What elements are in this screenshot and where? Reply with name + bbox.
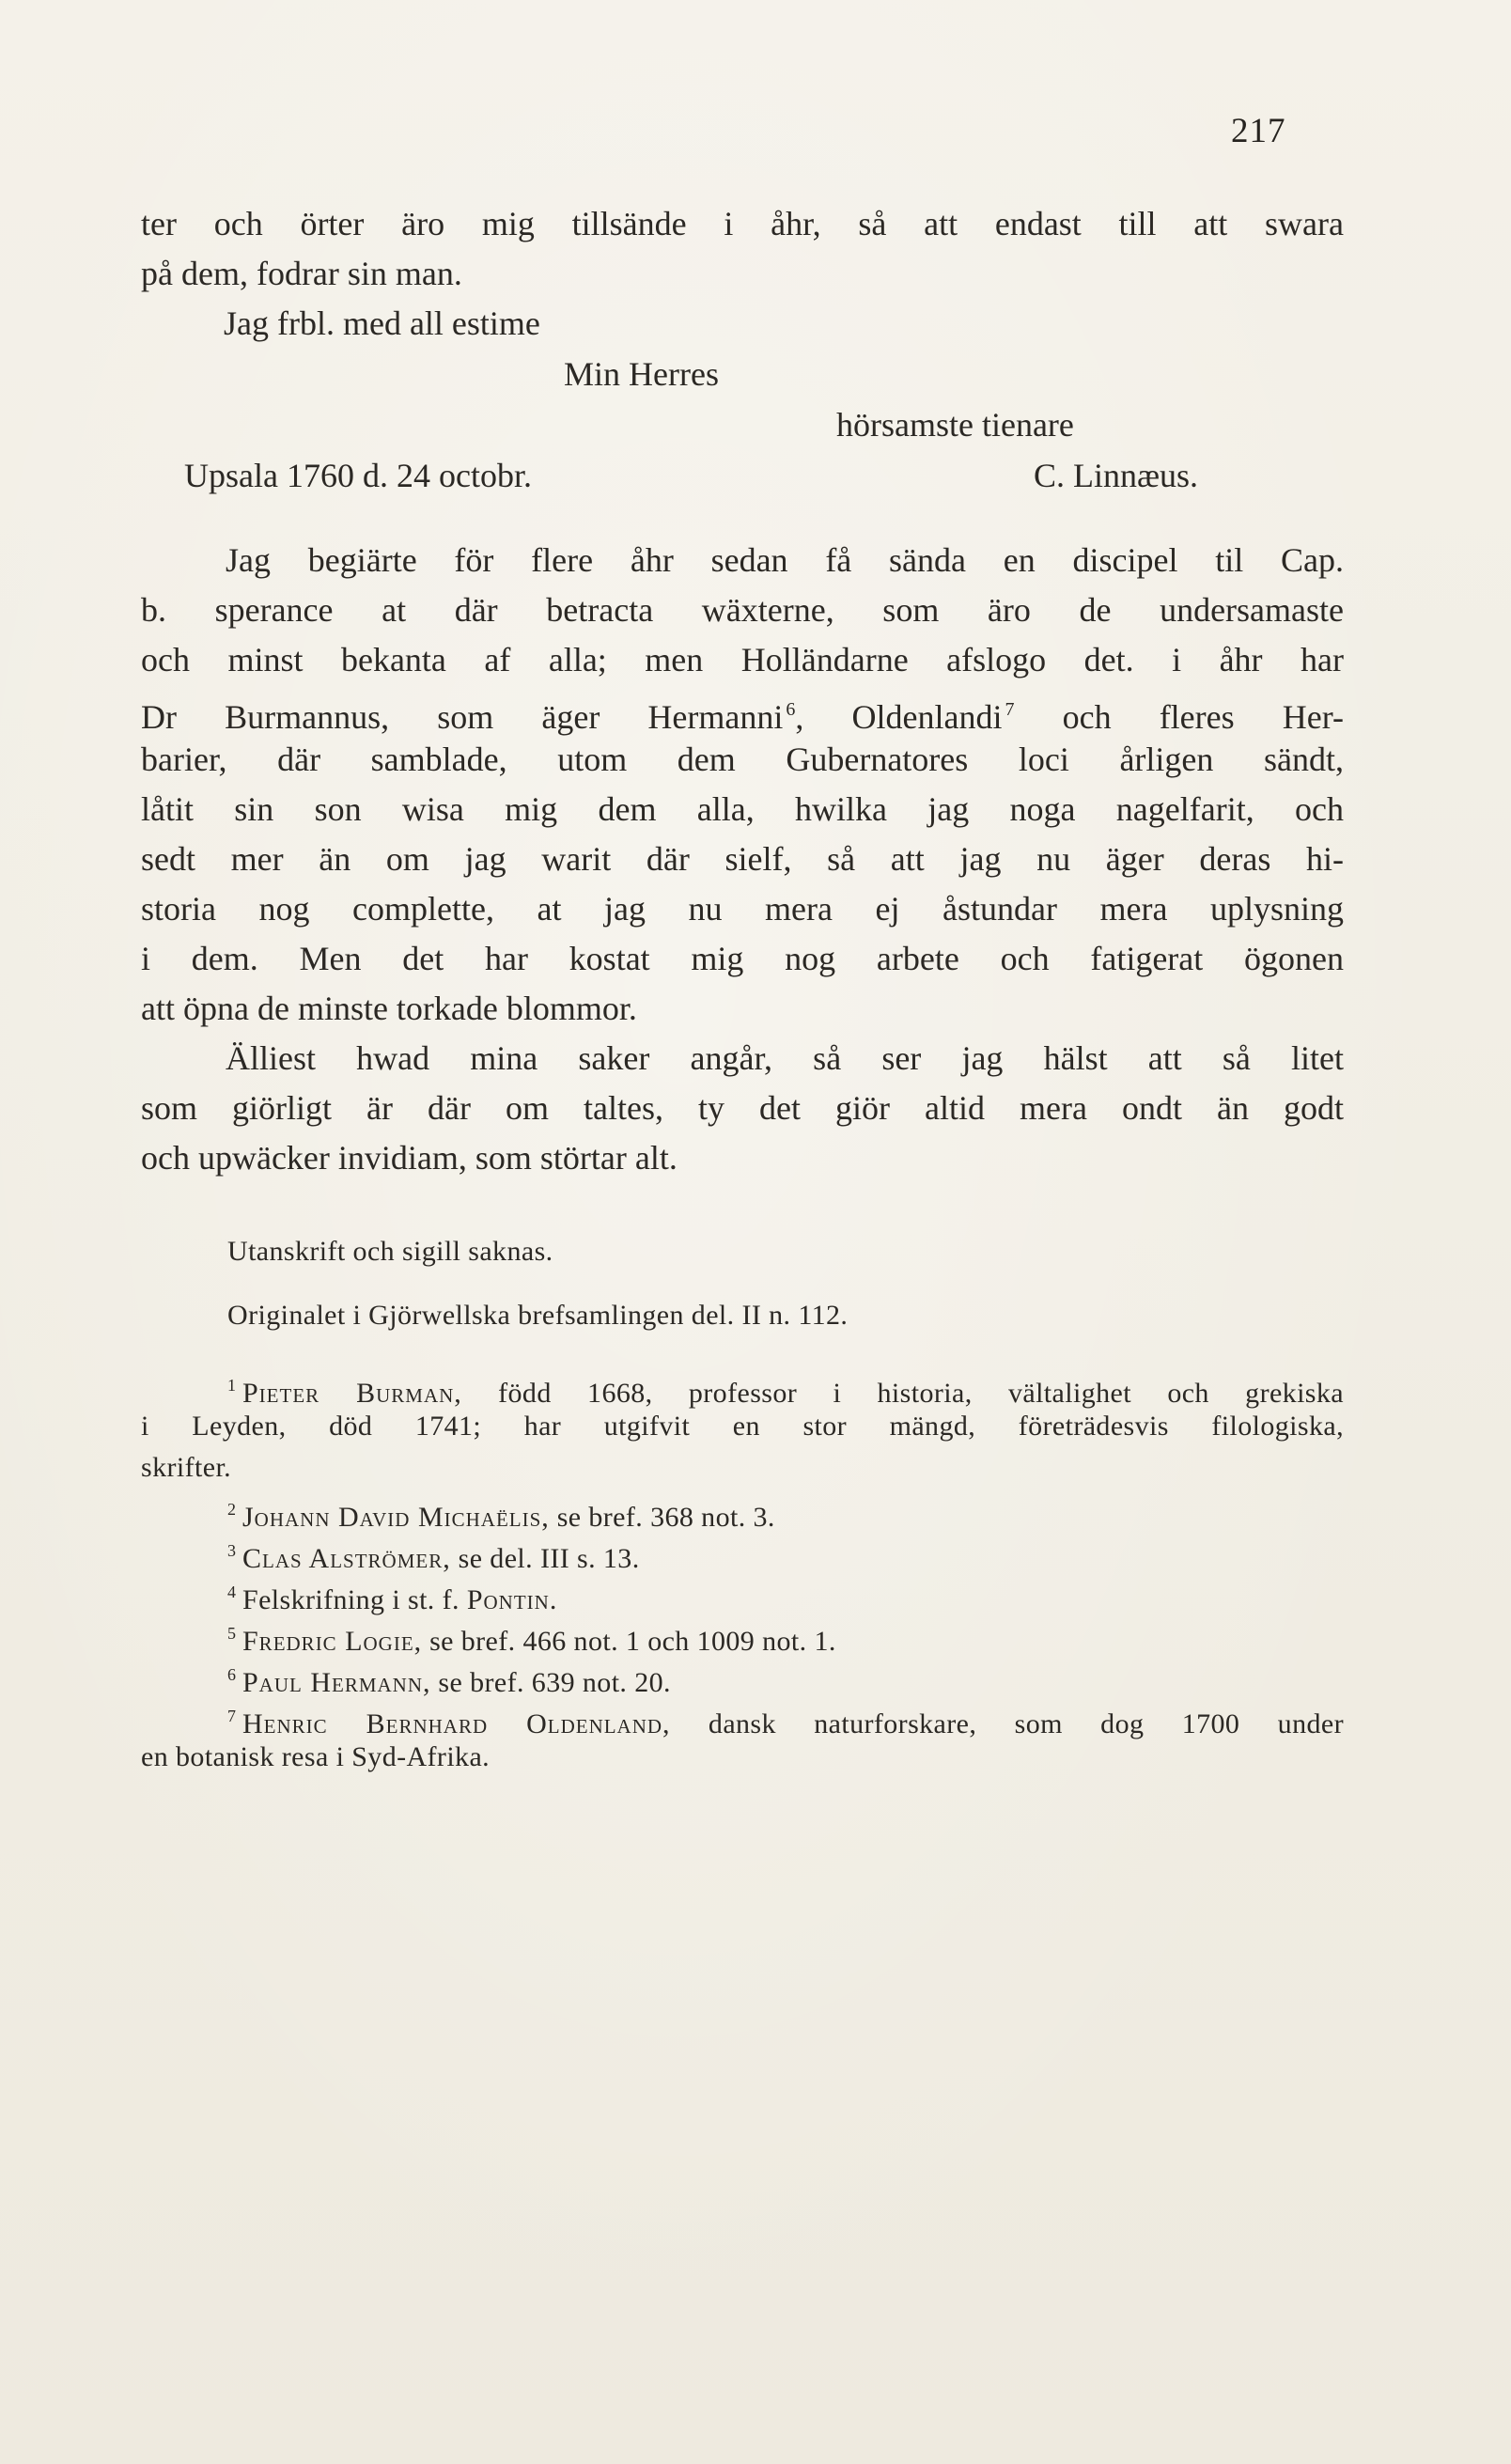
- page-number: 217: [1231, 112, 1286, 150]
- footnote-person: Clas Alströmer,: [242, 1543, 451, 1574]
- line-text: Jag begiärte för flere åhr sedan få sända en discipel til Cap.: [226, 541, 1344, 579]
- footnote-person: Fredric Logie,: [242, 1626, 423, 1657]
- note-utanskrift: Utanskrift och sigill saknas.: [227, 1236, 553, 1267]
- closing-recipient: Min Herres: [564, 355, 719, 393]
- text-line: och upwäcker invidiam, som störtar alt.: [141, 1139, 678, 1177]
- footnote-text: se del. III s. 13.: [450, 1543, 640, 1574]
- text-line: som giörligt är där om taltes, ty det giör altid mera ondt än godt: [141, 1089, 1344, 1127]
- closing-servant: hörsamste tienare: [836, 406, 1074, 444]
- line-text: , Oldenlandi: [795, 698, 1003, 736]
- footnote-ref: 7: [1005, 699, 1015, 720]
- footnote-1-line3: skrifter.: [141, 1452, 232, 1483]
- footnote-person: Pontin.: [466, 1584, 558, 1615]
- footnote-ref: 6: [786, 699, 796, 720]
- text-line: på dem, fodrar sin man.: [141, 255, 462, 292]
- text-line: ter och örter äro mig tillsände i åhr, så att endast till att swara: [141, 205, 1344, 242]
- text-line: storia nog complette, at jag nu mera ej åstundar mera uplysning: [141, 890, 1344, 928]
- footnote-text: se bref. 466 not. 1 och 1009 not. 1.: [422, 1626, 836, 1657]
- text-line: sedt mer än om jag warit där sielf, så att jag nu äger deras hi-: [141, 840, 1344, 878]
- text-line: att öpna de minste torkade blommor.: [141, 990, 637, 1027]
- closing-signature: C. Linnæus.: [1034, 457, 1199, 494]
- footnote-person: Henric Bernhard Oldenland,: [242, 1708, 671, 1739]
- postscript: [141, 536, 1344, 1193]
- letter-opening: [141, 199, 1344, 293]
- closing-salutation: Jag frbl. med all estime: [224, 304, 540, 342]
- footnote-text: se bref. 639 not. 20.: [430, 1667, 671, 1698]
- line-text: och fleres Her-: [1014, 698, 1344, 736]
- text-line: [141, 536, 1344, 585]
- letter-closing: [141, 299, 1344, 524]
- footnote-text: född 1668, professor i historia, vältalighet och grekiska: [461, 1378, 1344, 1409]
- footnote-person: Paul Hermann,: [242, 1667, 431, 1698]
- text-line: i dem. Men det har kostat mig nog arbete och fatigerat ögonen: [141, 940, 1344, 977]
- text-line: och minst bekanta af alla; men Holländarne afslogo det. i åhr har: [141, 641, 1344, 678]
- footnote-7-line2: en botanisk resa i Syd-Afrika.: [141, 1741, 491, 1772]
- footnote-mark: 6: [227, 1665, 236, 1684]
- footnote-mark: 4: [227, 1583, 236, 1601]
- footnote-person: Johann David Michaëlis,: [242, 1502, 550, 1533]
- footnote-mark: 5: [227, 1624, 236, 1643]
- footnotes: [141, 1365, 1344, 1787]
- footnote-mark: 3: [227, 1541, 236, 1560]
- closing-place-date: Upsala 1760 d. 24 octobr.: [184, 457, 532, 494]
- footnote-text: dansk naturforskare, som dog 1700 under: [670, 1708, 1344, 1739]
- note-originalet: Originalet i Gjörwellska brefsamlingen del. II n. 112.: [227, 1300, 849, 1331]
- text-line: [141, 1034, 1344, 1084]
- footnote-text: Felskrifning i st. f.: [242, 1584, 460, 1615]
- footnote-mark: 1: [227, 1376, 236, 1395]
- editorial-notes: [141, 1231, 1344, 1353]
- footnote-mark: 7: [227, 1707, 236, 1725]
- footnote-person: Pieter Burman,: [242, 1378, 462, 1409]
- text-line: [141, 685, 1344, 742]
- footnote-1-line2: i Leyden, död 1741; har utgifvit en stor mängd, företrädesvis filologiska,: [141, 1411, 1344, 1442]
- footnote-mark: 2: [227, 1500, 236, 1519]
- text-line: b. sperance at där betracta wäxterne, som äro de undersamaste: [141, 591, 1344, 629]
- text-line: låtit sin son wisa mig dem alla, hwilka jag noga nagelfarit, och: [141, 790, 1344, 828]
- footnote-text: se bref. 368 not. 3.: [549, 1502, 775, 1533]
- line-text: Älliest hwad mina saker angår, så ser jag hälst att så litet: [226, 1039, 1344, 1077]
- text-line: barier, där samblade, utom dem Gubernatores loci årligen sändt,: [141, 741, 1344, 778]
- line-text: Dr Burmannus, som äger Hermanni: [141, 698, 784, 736]
